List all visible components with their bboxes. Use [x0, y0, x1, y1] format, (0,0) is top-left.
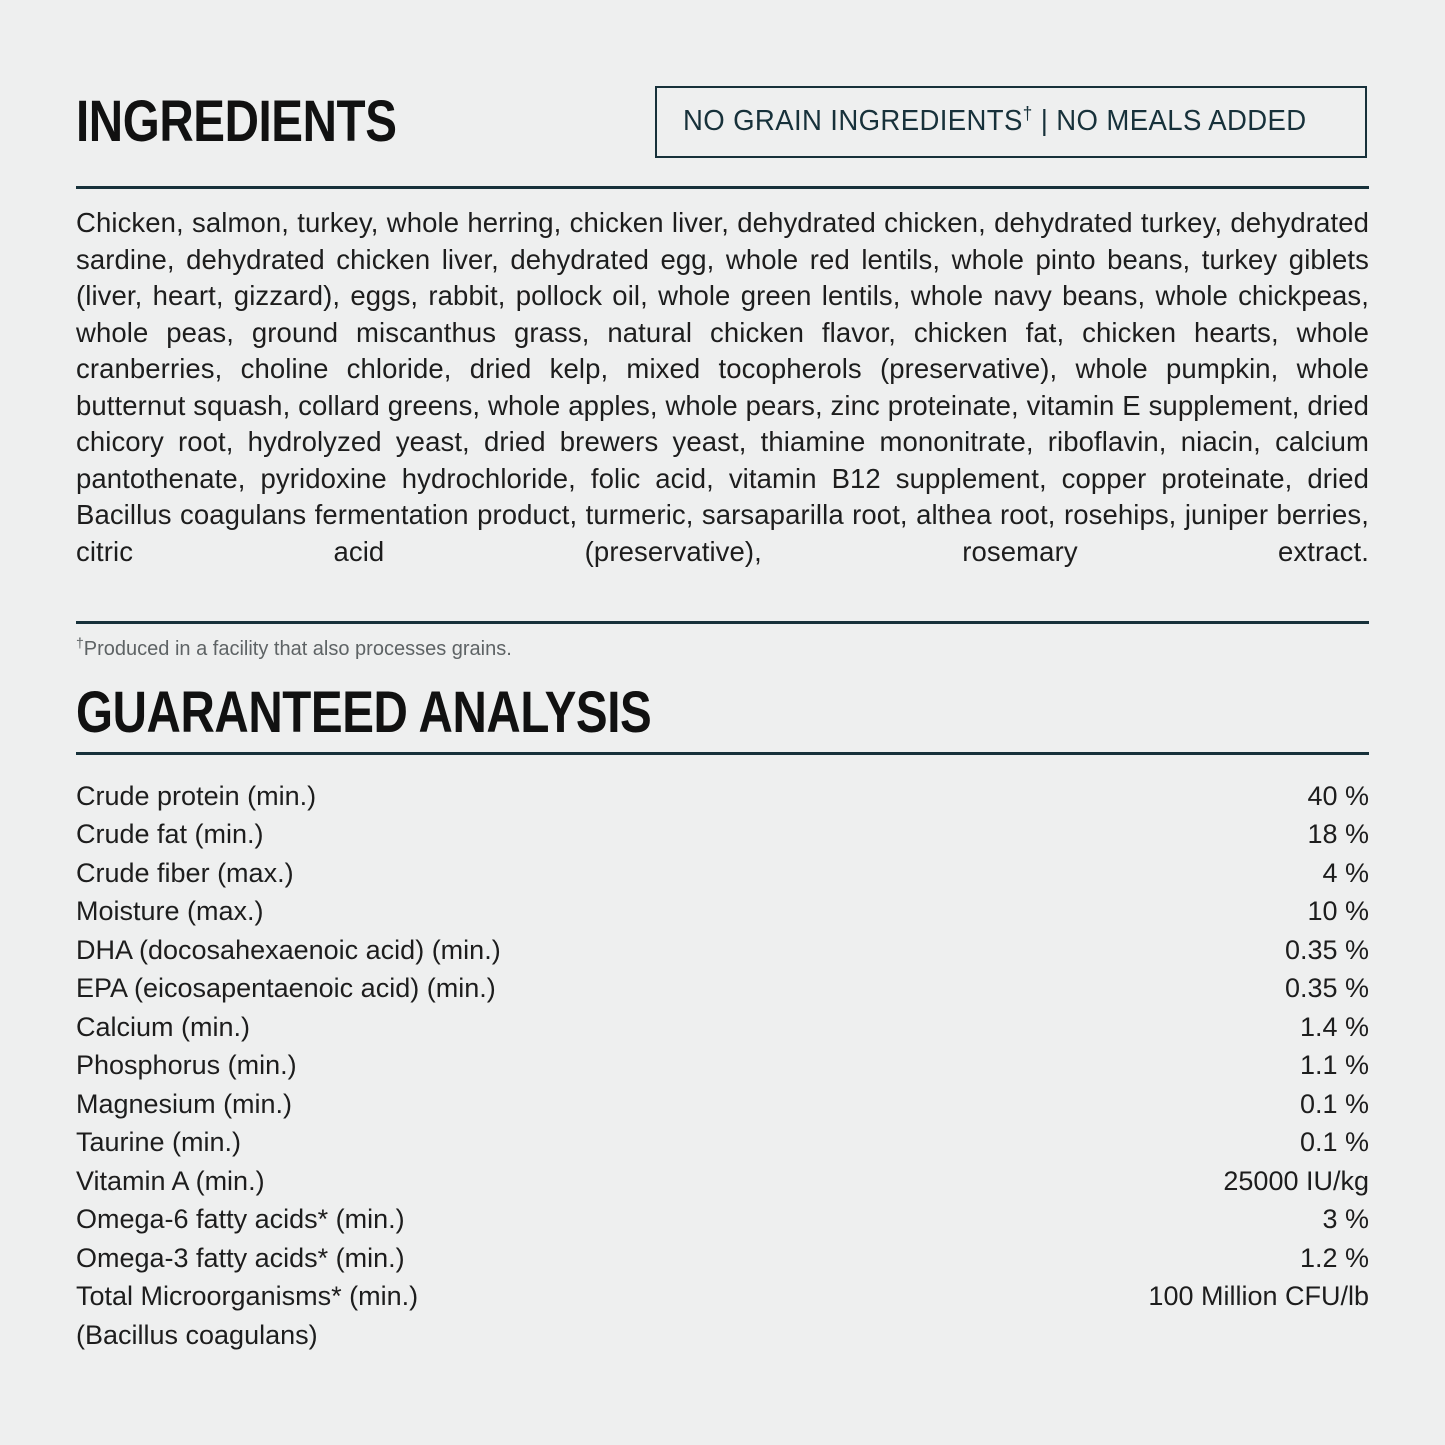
ingredients-footnote — [76, 633, 1369, 662]
nutrient-label: Vitamin A (min.) — [76, 1165, 265, 1196]
nutrient-label: Moisture (max.) — [76, 896, 264, 926]
table-row — [76, 815, 1369, 854]
footnote-dagger-icon: † — [76, 633, 84, 650]
nutrient-value: 1.4 % — [1299, 1011, 1369, 1042]
nutrient-value: 0.1 % — [1299, 1088, 1369, 1119]
table-row — [76, 1162, 1369, 1201]
table-row — [76, 1008, 1369, 1047]
nutrient-value: 40 % — [1307, 780, 1369, 811]
nutrient-label: Magnesium (min.) — [76, 1088, 293, 1119]
nutrient-value: 1.1 % — [1299, 1050, 1369, 1080]
nutrient-value: 0.1 % — [1299, 1127, 1369, 1157]
no-grain-badge-label — [682, 103, 1307, 137]
nutrient-value: 4 % — [1322, 857, 1369, 888]
nutrient-label: Taurine (min.) — [76, 1127, 242, 1157]
nutrient-value: 10 % — [1307, 896, 1369, 926]
no-grain-badge-prefix: NO GRAIN INGREDIENTS — [682, 105, 1023, 137]
divider-above-footnote — [76, 621, 1369, 624]
table-row — [76, 969, 1369, 1008]
table-row — [76, 1277, 1369, 1316]
nutrient-label: Total Microorganisms* (min.) — [76, 1281, 419, 1311]
dagger-marker-icon: † — [1022, 103, 1033, 124]
nutrient-value: 0.35 % — [1284, 934, 1369, 965]
table-row — [76, 777, 1369, 816]
nutrient-label: Omega-3 fatty acids* (min.) — [76, 1242, 405, 1273]
nutrient-label: Calcium (min.) — [76, 1011, 251, 1042]
table-row — [76, 1239, 1369, 1278]
guaranteed-analysis-header — [76, 679, 1369, 745]
guaranteed-analysis-title: GUARANTEED ANALYSIS — [76, 679, 652, 745]
guaranteed-analysis-subnote: (Bacillus coagulans) — [76, 1319, 318, 1350]
nutrient-label: Crude protein (min.) — [76, 780, 317, 811]
table-row — [76, 931, 1369, 970]
footnote-text: Produced in a facility that also processes grains. — [83, 637, 512, 660]
nutrient-label: DHA (docosahexaenoic acid) (min.) — [76, 934, 501, 965]
page-title: INGREDIENTS — [76, 89, 397, 154]
table-row — [76, 1123, 1369, 1162]
nutrient-value: 0.35 % — [1284, 973, 1369, 1003]
nutrient-value: 100 Million CFU/lb — [1148, 1281, 1369, 1311]
divider-under-ingredients-title — [76, 186, 1369, 189]
nutrient-value: 18 % — [1307, 819, 1369, 849]
guaranteed-analysis-table — [76, 777, 1369, 1355]
no-grain-badge — [655, 86, 1367, 158]
table-row — [76, 854, 1369, 893]
ingredients-list-text: Chicken, salmon, turkey, whole herring, chicken liver, dehydrated chicken, dehydrated turkey, dehydrated sardine, dehydrated chicken liver, dehydrated egg, whole red lentils, whole pinto beans, turkey giblets (liver, heart, gizzard), eggs, rabbit, pollock oil, whole green lentils, whole navy beans, whole chickpeas, whole peas, ground miscanthus grass, natural chicken flavor, chicken fat, chicken hearts, whole cranberries, choline chloride, dried kelp, mixed tocopherols (preservative), whole pumpkin, whole butternut squash, collard greens, whole apples, whole pears, zinc proteinate, vitamin E supplement, dried chicory root, hydrolyzed yeast, dried brewers yeast, thiamine mononitrate, riboflavin, niacin, calcium pantothenate, pyridoxine hydrochloride, folic acid, vitamin B12 supplement, copper proteinate, dried Bacillus coagulans fermentation product, turmeric, sarsaparilla root, althea root, rosehips, juniper berries, citric acid (preservative), rosemary extract. — [76, 207, 1369, 567]
table-row — [76, 1085, 1369, 1124]
ingredients-header — [76, 72, 1369, 172]
table-row — [76, 1046, 1369, 1085]
nutrient-label: Phosphorus (min.) — [76, 1050, 297, 1080]
table-row — [76, 1200, 1369, 1239]
nutrient-value: 1.2 % — [1299, 1242, 1369, 1273]
divider-under-guaranteed-analysis-title — [76, 752, 1369, 755]
nutrient-value: 3 % — [1322, 1204, 1369, 1234]
nutrient-value: 25000 IU/kg — [1223, 1165, 1369, 1196]
nutrient-label: Omega-6 fatty acids* (min.) — [76, 1204, 405, 1234]
table-row — [76, 892, 1369, 931]
no-grain-badge-suffix: | NO MEALS ADDED — [1032, 105, 1307, 137]
nutrient-label: Crude fiber (max.) — [76, 857, 294, 888]
nutrient-label: Crude fat (min.) — [76, 819, 264, 849]
nutrient-label: EPA (eicosapentaenoic acid) (min.) — [76, 973, 496, 1003]
